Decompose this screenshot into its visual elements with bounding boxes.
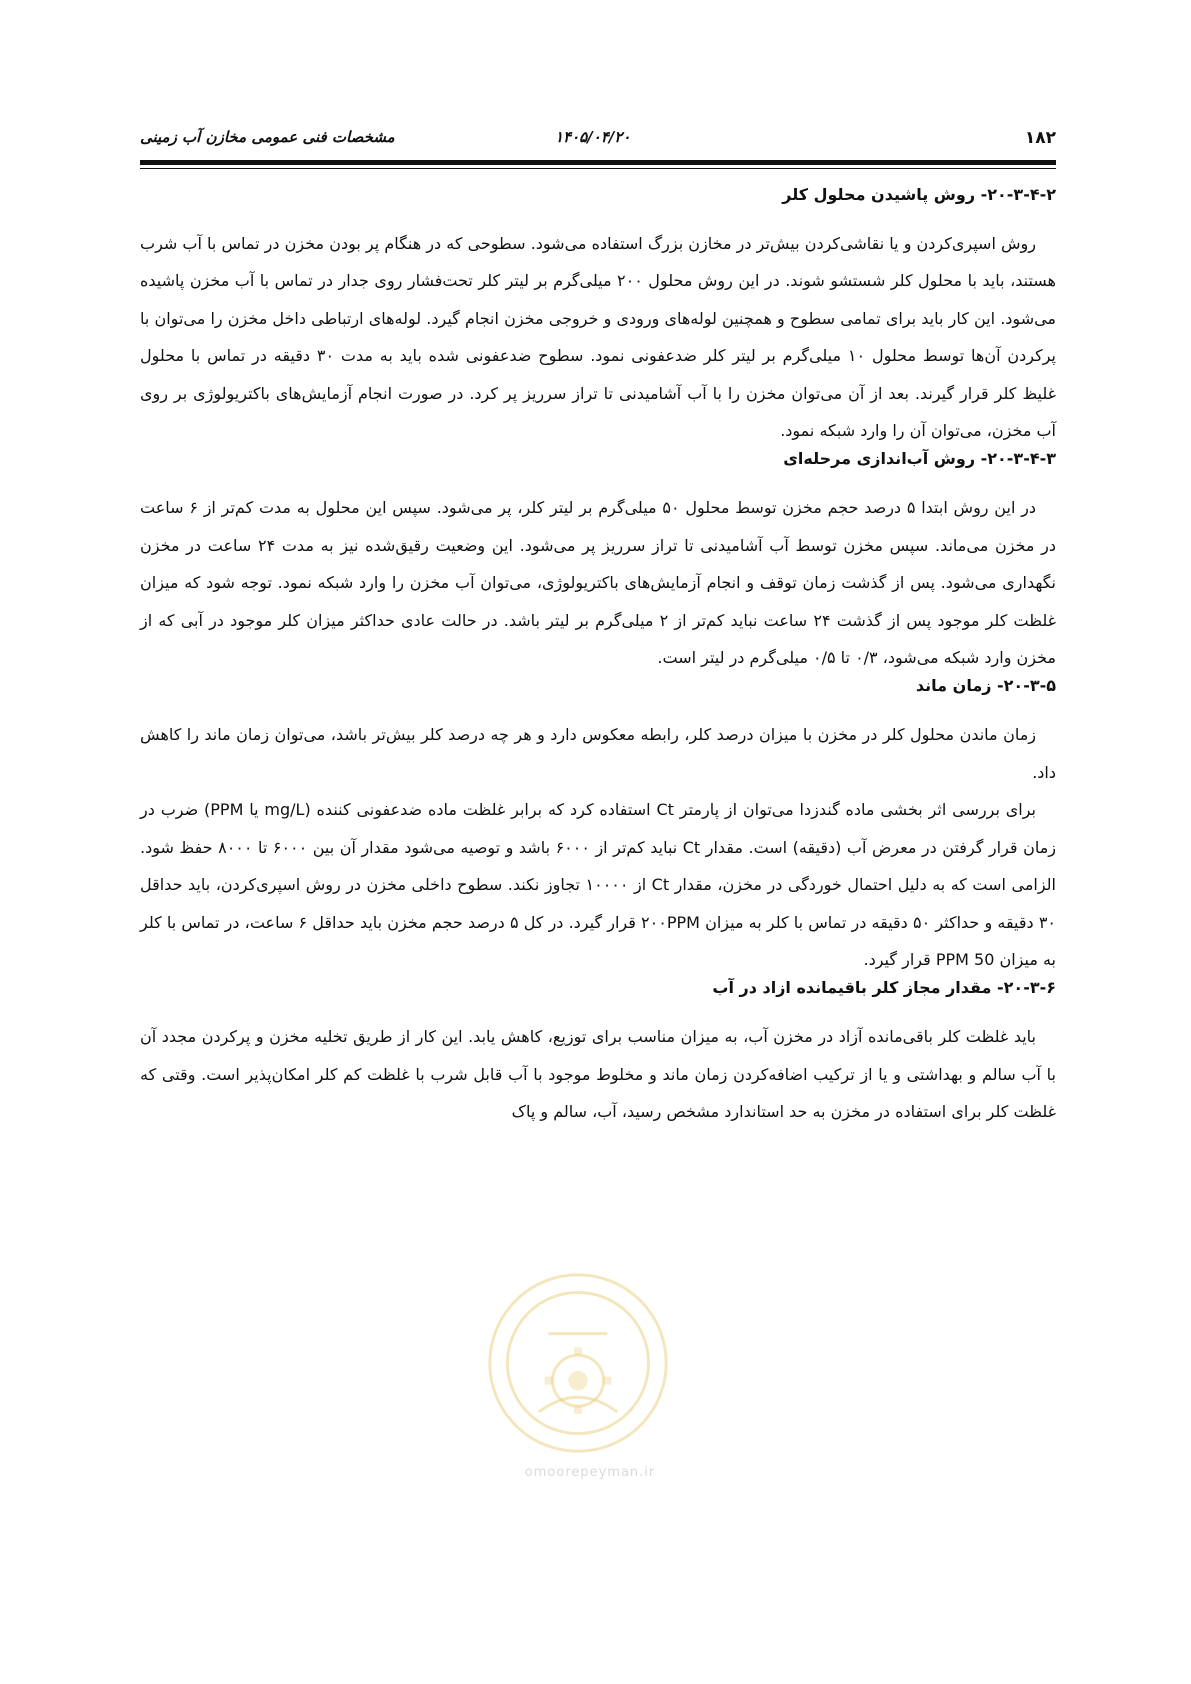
paragraph: روش اسپری‌کردن و یا نقاشی‌کردن بیش‌تر در مخازن بزرگ استفاده می‌شود. سطوحی که در هنگام پر بودن مخزن در تماس با آب شرب هستند، باید با محلول کلر شستشو شوند. در این روش محلول ۲۰۰ میلی‌گرم بر لیتر کلر تحت‌فشار روی جدار در تماس با آب مخزن پاشیده می‌شود. این کار باید برای تمامی سطوح و همچنین لوله‌های ورودی و خروجی مخزن انجام گیرد. لوله‌های ارتباطی داخل مخزن را می‌توان با پرکردن آن‌ها توسط محلول ۱۰ میلی‌گرم بر لیتر کلر ضدعفونی نمود. سطوح ضدعفونی شده باید به مدت ۳۰ دقیقه در تماس با محلول غلیظ کلر قرار گیرند. بعد از آن می‌توان مخزن را با آب آشامیدنی تا تراز سرریز پر کرد. در صورت انجام آزمایش‌های باکتریولوژی بر روی آب مخزن، می‌توان آن را وارد شبکه نمود. — [140, 234, 1056, 441]
page-header — [140, 126, 1056, 156]
section-heading: ۲۰-۳-۴-۲- روش پاشیدن محلول کلر — [782, 185, 1056, 204]
watermark-site: omoorepeyman.ir — [524, 1465, 656, 1480]
section-heading: ۲۰-۳-۶- مقدار مجاز کلر باقیمانده ازاد در آب — [712, 978, 1056, 998]
document-body — [140, 185, 1056, 1131]
page-number: ۱۸۲ — [1024, 128, 1056, 148]
paragraph: برای بررسی اثر بخشی ماده گندزدا می‌توان از پارمتر Ct استفاده کرد که برابر غلظت ماده ضدعفونی کننده (mg/L یا PPM) ضرب در زمان قرار گرفتن در معرض آب (دقیقه) است. مقدار Ct نباید کم‌تر از ۶۰۰۰ باشد و توصیه می‌شود مقدار آن بین ۶۰۰۰ تا ۸۰۰۰ حفظ شود. الزامی است که به دلیل احتمال خوردگی در مخزن، مقدار Ct از ۱۰۰۰۰ تجاوز نکند. سطوح داخلی مخزن در روش اسپری‌کردن، باید حداقل ۳۰ دقیقه و حداکثر ۵۰ دقیقه در تماس با کلر به میزان ۲۰۰PPM قرار گیرد. در کل ۵ درصد حجم مخزن باید حداقل ۶ ساعت، در تماس با کلر به میزان PPM 50 قرار گیرد. — [140, 800, 1057, 969]
paragraph: باید غلظت کلر باقی‌مانده آزاد در مخزن آب، به میزان مناسب برای توزیع، کاهش یابد. این کار از طریق تخلیه مخزن و پرکردن مجدد آن با آب سالم و بهداشتی و یا از ترکیب اضافه‌کردن زمان ماند و مخلوط موجود با آب قابل شرب با غلظت کم کلر امکان‌پذیر است. وقتی که غلظت کلر برای استفاده در مخزن به حد استاندارد مشخص رسید، آب، سالم و پاک — [140, 1027, 1056, 1122]
paragraph: زمان ماندن محلول کلر در مخزن با میزان درصد کلر، رابطه معکوس دارد و هر چه درصد کلر بیش‌تر باشد، می‌توان زمان ماند را کاهش داد. — [140, 725, 1056, 782]
header-rule-thick — [140, 160, 1056, 165]
section-heading: ۲۰-۳-۵- زمان ماند — [915, 676, 1056, 696]
paragraph: در این روش ابتدا ۵ درصد حجم مخزن توسط محلول ۵۰ میلی‌گرم بر لیتر کلر، پر می‌شود. سپس این محلول به مدت کم‌تر از ۶ ساعت در مخزن می‌ماند. سپس مخزن توسط آب آشامیدنی تا تراز سرریز پر می‌شود. این وضعیت رقیق‌شده نیز به مدت ۲۴ ساعت در مخزن نگهداری می‌شود. پس از گذشت زمان توقف و انجام آزمایش‌های باکتریولوژی، می‌توان آب مخزن را وارد شبکه نمود. توجه شود که میزان غلظت کلر موجود پس از گذشت ۲۴ ساعت نباید کم‌تر از ۲ میلی‌گرم بر لیتر باشد. در حالت عادی حداکثر میزان کلر موجود در آبی که از مخزن وارد شبکه می‌شود، ۰/۳ تا ۰/۵ میلی‌گرم در لیتر است. — [140, 498, 1057, 668]
document-page — [140, 0, 1056, 1684]
header-title: مشخصات فنی عمومی مخازن آب زمینی — [140, 128, 395, 146]
section-heading: ۲۰-۳-۴-۳- روش آب‌اندازی مرحله‌ای — [783, 449, 1056, 469]
header-rule-thin — [140, 168, 1056, 169]
header-date: ۱۴۰۵/۰۴/۲۰ — [555, 128, 631, 146]
